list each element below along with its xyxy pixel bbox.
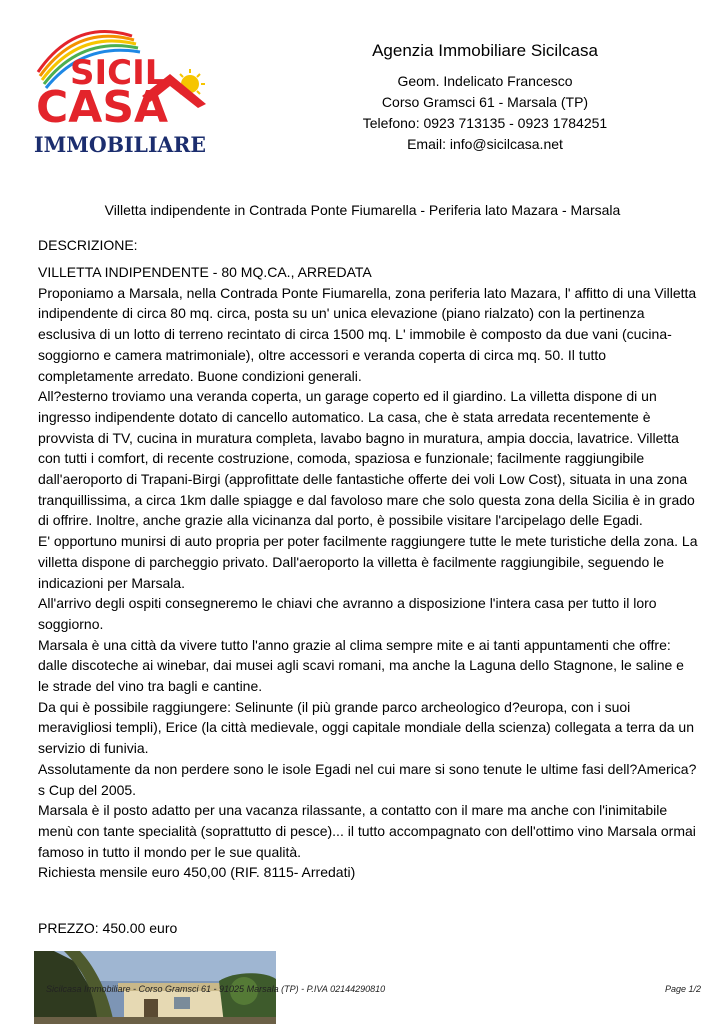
agency-phone: Telefono: 0923 713135 - 0923 1784251 bbox=[362, 115, 608, 131]
logo-text-casa: CASA bbox=[36, 82, 169, 133]
logo-text-sicil: SICIL bbox=[70, 53, 167, 93]
description-label: DESCRIZIONE: bbox=[38, 237, 138, 253]
description-paragraph: Marsala è il posto adatto per una vacanza rilassante, a contatto con il mare ma anche con l'inimitabile menù con tante specialità (soprattutto di pesce)... il tutto accompagnato con dell'ottimo vino Marsala ormai famoso in tutto il mondo per le sue qualità. bbox=[38, 802, 696, 860]
description-paragraph: All?esterno troviamo una veranda coperta, un garage coperto ed il giardino. La villetta dispone di un ingresso indipendente dotato di cancello automatico. La casa, che è stata arredata recentemente è provvista di TV, cucina in muratura completa, lavabo bagno in muratura, ampia doccia, lavatrice. Villetta con tutti i comfort, di recente costruzione, comoda, spaziosa e funzionale; facilmente raggiungibile dall'aeroporto di Trapani-Birgi (approfittate delle fantastiche offerte dei voli Low Cost), situata in una zona tranquillissima, a circa 1km dalle spiagge e dal favoloso mare che solo questa zona della Sicilia è in grado di offrire. Inoltre, anche grazie alla vicinanza dal porto, è possibile visitare l'arcipelago delle Egadi. bbox=[38, 388, 695, 529]
agency-owner: Geom. Indelicato Francesco bbox=[397, 73, 573, 89]
description-paragraph: Richiesta mensile euro 450,00 (RIF. 8115- Arredati) bbox=[38, 864, 356, 881]
listing-title: Villetta indipendente in Contrada Ponte Fiumarella - Periferia lato Mazara - Marsala bbox=[104, 202, 621, 218]
logo-text-immobiliare: IMMOBILIARE bbox=[34, 132, 206, 157]
agency-info bbox=[270, 40, 700, 155]
description-paragraph: Da qui è possibile raggiungere: Selinunte (il più grande parco archeologico d?europa, con i suoi meravigliosi templi), Erice (la città medievale, oggi capitale mondiale della scienza) collegata a terra da un servizio di funivia. bbox=[38, 698, 694, 757]
description-paragraph: All'arrivo degli ospiti consegneremo le chiavi che avranno a disposizione l'intera casa per tutto il loro soggiorno. bbox=[38, 595, 657, 632]
agency-email: Email: info@sicilcasa.net bbox=[407, 136, 563, 152]
price: PREZZO: 450.00 euro bbox=[38, 920, 178, 936]
footer-text: Sicilcasa Immobiliare - Corso Gramsci 61 - 91025 Marsala (TP) - P.IVA 02144290810 bbox=[46, 984, 386, 994]
description-paragraph: Proponiamo a Marsala, nella Contrada Ponte Fiumarella, zona periferia lato Mazara, l' affitto di una Villetta indipendente di circa 80 mq. circa, posta su un' unica elevazione (piano rialzato) con la pertinenza esclusiva di un lotto di terreno recintato di circa 1500 mq. L' immobile è composto da due vani (cucina-soggiorno e camera matrimoniale), oltre accessori e veranda coperta di circa mq. 50. Il tutto completamente arredato. Buone condizioni generali. bbox=[38, 284, 697, 384]
description-paragraph: Assolutamente da non perdere sono le isole Egadi nel cui mare si sono tenute le ultime fasi dell?America?s Cup del 2005. bbox=[38, 760, 697, 798]
description-paragraph: E' opportuno munirsi di auto propria per poter facilmente raggiungere tutte le mete turistiche della zona. La villetta dispone di parcheggio privato. Dall'aeroporto la villetta è facilmente raggiungibile, seguendo le indicazioni per Marsala. bbox=[38, 533, 698, 591]
description-text bbox=[38, 262, 698, 883]
agency-name: Agenzia Immobiliare Sicilcasa bbox=[372, 41, 598, 60]
agency-address: Corso Gramsci 61 - Marsala (TP) bbox=[381, 94, 589, 110]
description-paragraph: VILLETTA INDIPENDENTE - 80 MQ.CA., ARREDATA bbox=[38, 264, 372, 280]
page-number: Page 1/2 bbox=[664, 984, 701, 994]
description-paragraph: Marsala è una città da vivere tutto l'anno grazie al clima sempre mite e ai tanti appuntamenti che offre: dalle discoteche ai winebar, dai musei agli scavi romani, ma anche la Laguna dello Stagnone, le saline e le strade del vino tra bagli e cantine. bbox=[38, 636, 684, 695]
agency-logo bbox=[30, 24, 212, 160]
